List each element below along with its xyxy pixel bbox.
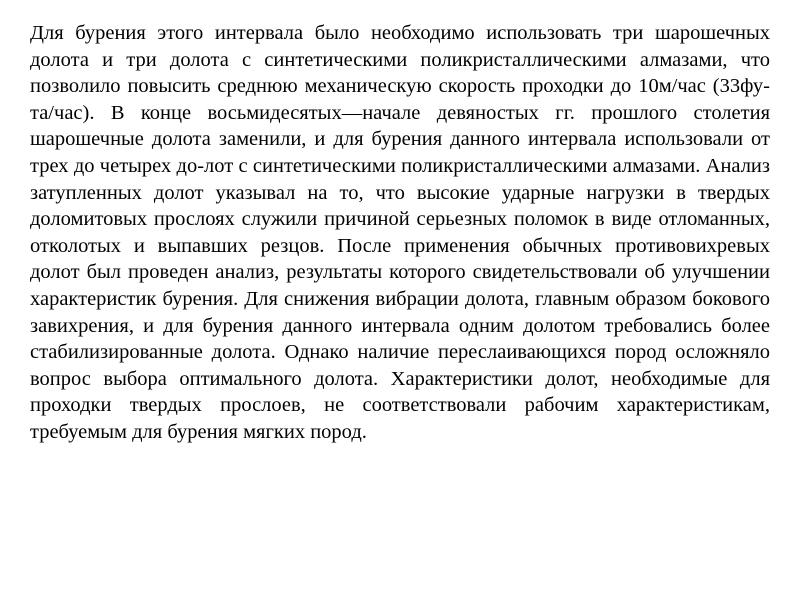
body-paragraph: Для бурения этого интервала было необходимо использовать три шарошечных долота и три долота с синтетическими поликристаллическими алмазами, что позволило повысить среднюю механическую скорость проходки до 10м/час (33фу-та/час). В конце восьмидесятых—начале девяностых гг. прошлого столетия шарошечные долота заменили, и для бурения данного интервала использовали от трех до четырех до-лот с синтетическими поликристаллическими алмазами. Анализ затупленных долот указывал на то, что высокие ударные нагрузки в твердых доломитовых прослоях служили причиной серьезных поломок в виде отломанных, отколотых и выпавших резцов. После применения обычных противовихревых долот был проведен анализ, результаты которого свидетельствовали об улучшении характеристик бурения. Для снижения вибрации долота, главным образом бокового завихрения, и для бурения данного интервала одним долотом требовались более стабилизированные долота. Однако наличие переслаивающихся пород осложняло вопрос выбора оптимального долота. Характеристики долот, необходимые для проходки твердых прослоев, не соответствовали рабочим характеристикам, требуемым для бурения мягких пород.: [30, 22, 770, 443]
